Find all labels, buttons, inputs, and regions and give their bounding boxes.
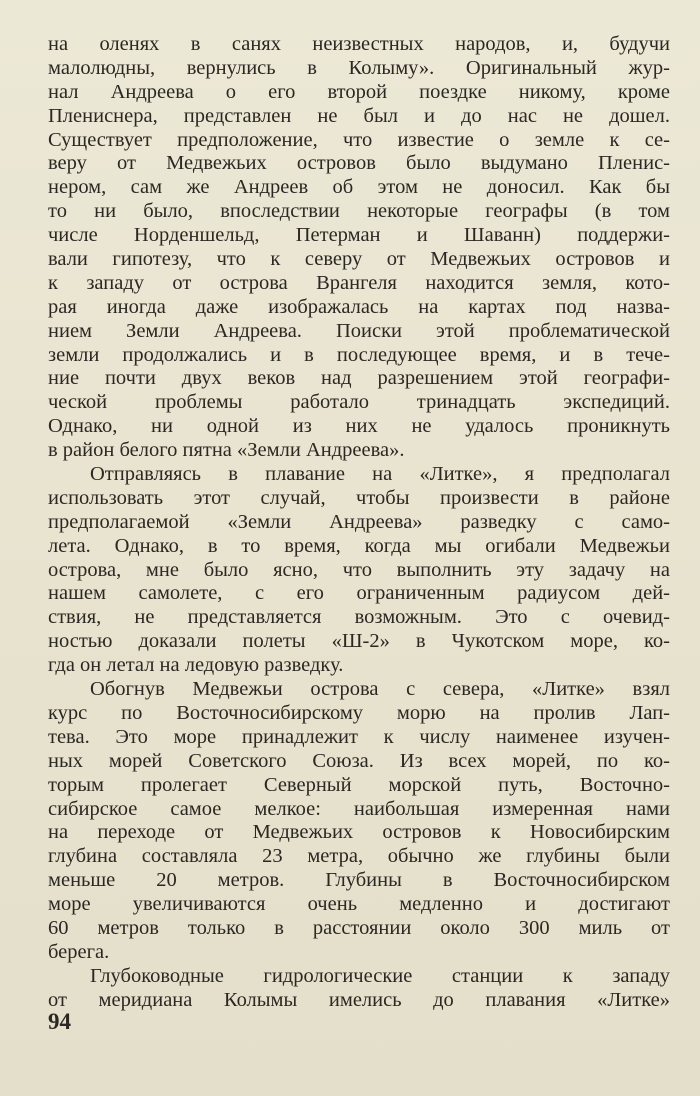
text-line: торым пролегает Северный морской путь, Восточно- (48, 773, 670, 796)
paragraph-first-line: Отправляясь в плавание на «Литке», я предполагал (90, 463, 670, 486)
text-line: веру от Медвежьих островов было выдумано Пленис- (48, 152, 670, 175)
paragraph-first-line: Обогнув Медвежьи острова с севера, «Литке» взял (90, 678, 670, 701)
text-line: числе Норденшельд, Петерман и Шаванн) поддержи- (48, 224, 670, 247)
text-line: нером, сам же Андреев об этом не доносил. Как бы (48, 176, 670, 199)
text-line: Однако, ни одной из них не удалось проникнуть (48, 415, 670, 438)
text-line: малолюдны, вернулись в Колыму». Оригинальный жур- (48, 56, 670, 79)
text-line: то ни было, впоследствии некоторые географы (в том (48, 200, 670, 223)
text-line: на переходе от Медвежьих островов к Новосибирским (48, 821, 670, 844)
text-line: Плениснера, представлен не был и до нас не дошел. (48, 104, 670, 127)
text-line: нашем самолете, с его ограниченным радиусом дей- (48, 582, 670, 605)
text-line: 60 метров только в расстоянии около 300 миль от (48, 916, 670, 939)
text-line: вали гипотезу, что к северу от Медвежьих островов и (48, 248, 670, 271)
text-line: ностью доказали полеты «Ш-2» в Чукотском море, ко- (48, 630, 670, 653)
text-line: ствия, не представляется возможным. Это с очевид- (48, 606, 670, 629)
text-line: использовать этот случай, чтобы произвести в районе (48, 486, 670, 509)
text-line: острова, мне было ясно, что выполнить эту задачу на (48, 558, 670, 581)
text-line: ных морей Советского Союза. Из всех морей, по ко- (48, 749, 670, 772)
text-line: ние почти двух веков над разрешением этой географи- (48, 367, 670, 390)
paragraph-last-line: гда он летал на ледовую разведку. (48, 654, 344, 677)
text-line: ческой проблемы работало тринадцать экспедиций. (48, 391, 670, 414)
text-line: Существует предположение, что известие о земле к се- (48, 128, 670, 151)
text-line: меньше 20 метров. Глубины в Восточносибирском (48, 869, 670, 892)
paragraph-first-line: Глубоководные гидрологические станции к западу (90, 964, 670, 987)
text-line: нал Андреева о его второй поездке никому, кроме (48, 80, 670, 103)
text-line: глубина составляла 23 метра, обычно же глубины были (48, 845, 670, 868)
text-line: на оленях в санях неизвестных народов, и, будучи (48, 33, 670, 55)
text-line: лета. Однако, в то время, когда мы огибали Медвежьи (48, 534, 670, 557)
paragraph-last-line: в район белого пятна «Земли Андреева». (48, 439, 405, 462)
text-line: сибирское самое мелкое: наибольшая измеренная нами (48, 797, 670, 820)
text-line: предполагаемой «Земли Андреева» разведку с само- (48, 510, 670, 533)
page-number: 94 (48, 1009, 71, 1034)
text-line: тева. Это море принадлежит к числу наименее изучен- (48, 725, 670, 748)
text-line: к западу от острова Врангеля находится земля, кото- (48, 271, 670, 294)
text-line: земли продолжались и в последующее время, и в тече- (48, 343, 670, 366)
body-text (48, 33, 670, 1013)
text-line: курс по Восточносибирскому морю на пролив Лап- (48, 701, 670, 724)
paragraph-last-line: берега. (48, 940, 110, 963)
text-line: от меридиана Колымы имелись до плавания «Литке» (48, 988, 670, 1011)
text-line: море увеличиваются очень медленно и достигают (48, 893, 670, 916)
text-line: нием Земли Андреева. Поиски этой проблематической (48, 319, 670, 342)
text-line: рая иногда даже изображалась на картах под назва- (48, 295, 670, 318)
